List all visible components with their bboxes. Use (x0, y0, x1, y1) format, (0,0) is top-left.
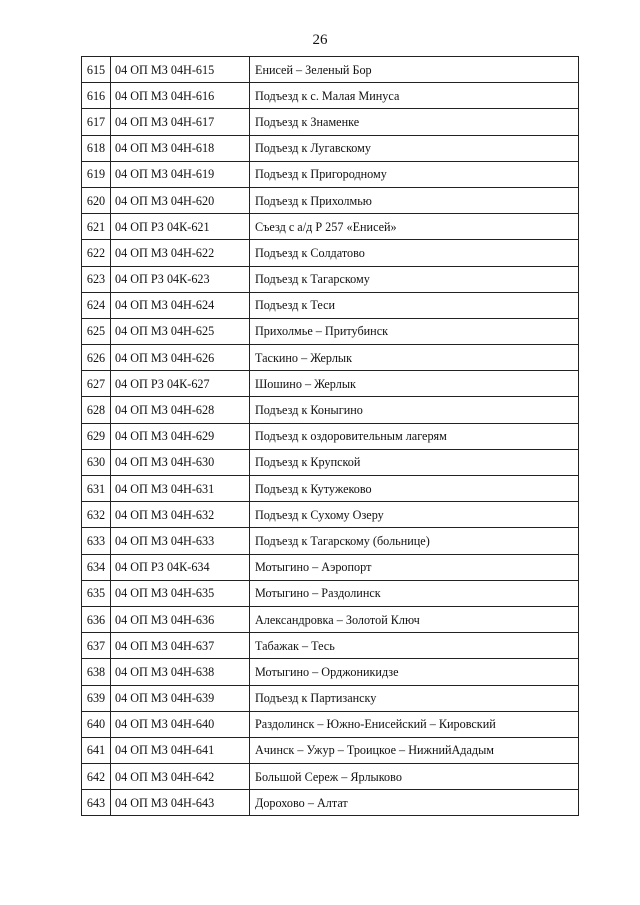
road-name-cell: Съезд с а/д Р 257 «Енисей» (250, 214, 579, 240)
row-number-cell: 630 (82, 449, 111, 475)
road-code-cell: 04 ОП МЗ 04Н-628 (111, 397, 250, 423)
table-row (82, 580, 579, 606)
table-row (82, 292, 579, 318)
road-code-cell: 04 ОП МЗ 04Н-620 (111, 187, 250, 213)
road-name-cell: Енисей – Зеленый Бор (250, 57, 579, 83)
row-number-cell: 628 (82, 397, 111, 423)
row-number-cell: 631 (82, 476, 111, 502)
road-name-cell: Мотыгино – Орджоникидзе (250, 659, 579, 685)
road-name-cell: Подъезд к с. Малая Минуса (250, 83, 579, 109)
table-row (82, 423, 579, 449)
road-code-cell: 04 ОП РЗ 04К-623 (111, 266, 250, 292)
table-row (82, 318, 579, 344)
road-name-cell: Подъезд к Партизанску (250, 685, 579, 711)
road-code-cell: 04 ОП МЗ 04Н-636 (111, 606, 250, 632)
row-number-cell: 618 (82, 135, 111, 161)
row-number-cell: 643 (82, 790, 111, 816)
row-number-cell: 638 (82, 659, 111, 685)
row-number-cell: 639 (82, 685, 111, 711)
row-number-cell: 617 (82, 109, 111, 135)
road-name-cell: Раздолинск – Южно-Енисейский – Кировский (250, 711, 579, 737)
road-name-cell: Мотыгино – Аэропорт (250, 554, 579, 580)
road-code-cell: 04 ОП РЗ 04К-627 (111, 371, 250, 397)
road-code-cell: 04 ОП МЗ 04Н-640 (111, 711, 250, 737)
road-code-cell: 04 ОП МЗ 04Н-615 (111, 57, 250, 83)
page-number: 26 (312, 32, 328, 48)
road-code-cell: 04 ОП МЗ 04Н-635 (111, 580, 250, 606)
road-name-cell: Подъезд к Знаменке (250, 109, 579, 135)
table-row (82, 109, 579, 135)
road-name-cell: Подъезд к Лугавскому (250, 135, 579, 161)
roads-table-body (82, 57, 579, 816)
road-name-cell: Подъезд к Сухому Озеру (250, 502, 579, 528)
road-name-cell: Подъезд к Коныгино (250, 397, 579, 423)
row-number-cell: 615 (82, 57, 111, 83)
row-number-cell: 621 (82, 214, 111, 240)
road-code-cell: 04 ОП МЗ 04Н-616 (111, 83, 250, 109)
table-row (82, 187, 579, 213)
row-number-cell: 616 (82, 83, 111, 109)
road-name-cell: Мотыгино – Раздолинск (250, 580, 579, 606)
road-code-cell: 04 ОП МЗ 04Н-624 (111, 292, 250, 318)
table-row (82, 240, 579, 266)
road-code-cell: 04 ОП МЗ 04Н-631 (111, 476, 250, 502)
road-name-cell: Прихолмье – Притубинск (250, 318, 579, 344)
row-number-cell: 622 (82, 240, 111, 266)
table-row (82, 502, 579, 528)
table-row (82, 476, 579, 502)
table-row (82, 214, 579, 240)
table-row (82, 633, 579, 659)
roads-table (81, 56, 579, 816)
road-name-cell: Подъезд к Кутужеково (250, 476, 579, 502)
road-code-cell: 04 ОП МЗ 04Н-638 (111, 659, 250, 685)
road-code-cell: 04 ОП РЗ 04К-621 (111, 214, 250, 240)
road-code-cell: 04 ОП МЗ 04Н-632 (111, 502, 250, 528)
road-name-cell: Табажак – Тесь (250, 633, 579, 659)
row-number-cell: 633 (82, 528, 111, 554)
table-row (82, 57, 579, 83)
road-name-cell: Таскино – Жерлык (250, 345, 579, 371)
row-number-cell: 624 (82, 292, 111, 318)
table-row (82, 83, 579, 109)
road-code-cell: 04 ОП МЗ 04Н-643 (111, 790, 250, 816)
row-number-cell: 641 (82, 737, 111, 763)
row-number-cell: 625 (82, 318, 111, 344)
row-number-cell: 640 (82, 711, 111, 737)
road-code-cell: 04 ОП МЗ 04Н-617 (111, 109, 250, 135)
row-number-cell: 642 (82, 764, 111, 790)
table-row (82, 764, 579, 790)
road-code-cell: 04 ОП МЗ 04Н-642 (111, 764, 250, 790)
table-row (82, 659, 579, 685)
road-code-cell: 04 ОП МЗ 04Н-641 (111, 737, 250, 763)
road-name-cell: Подъезд к Прихолмью (250, 187, 579, 213)
table-row (82, 528, 579, 554)
table-row (82, 606, 579, 632)
table-row (82, 371, 579, 397)
table-row (82, 554, 579, 580)
road-name-cell: Подъезд к Тагарскому (больнице) (250, 528, 579, 554)
table-row (82, 737, 579, 763)
table-row (82, 345, 579, 371)
row-number-cell: 623 (82, 266, 111, 292)
road-name-cell: Подъезд к оздоровительным лагерям (250, 423, 579, 449)
road-code-cell: 04 ОП МЗ 04Н-633 (111, 528, 250, 554)
road-code-cell: 04 ОП МЗ 04Н-625 (111, 318, 250, 344)
table-row (82, 449, 579, 475)
road-name-cell: Подъезд к Теси (250, 292, 579, 318)
row-number-cell: 619 (82, 161, 111, 187)
row-number-cell: 637 (82, 633, 111, 659)
table-row (82, 161, 579, 187)
table-row (82, 397, 579, 423)
road-code-cell: 04 ОП РЗ 04К-634 (111, 554, 250, 580)
row-number-cell: 634 (82, 554, 111, 580)
row-number-cell: 629 (82, 423, 111, 449)
road-code-cell: 04 ОП МЗ 04Н-622 (111, 240, 250, 266)
table-row (82, 685, 579, 711)
road-name-cell: Шошино – Жерлык (250, 371, 579, 397)
row-number-cell: 627 (82, 371, 111, 397)
road-code-cell: 04 ОП МЗ 04Н-629 (111, 423, 250, 449)
road-code-cell: 04 ОП МЗ 04Н-626 (111, 345, 250, 371)
road-code-cell: 04 ОП МЗ 04Н-639 (111, 685, 250, 711)
road-name-cell: Ачинск – Ужур – Троицкое – НижнийАдадым (250, 737, 579, 763)
row-number-cell: 636 (82, 606, 111, 632)
table-row (82, 266, 579, 292)
road-code-cell: 04 ОП МЗ 04Н-619 (111, 161, 250, 187)
row-number-cell: 632 (82, 502, 111, 528)
road-name-cell: Большой Сереж – Ярлыково (250, 764, 579, 790)
road-name-cell: Подъезд к Пригородному (250, 161, 579, 187)
table-row (82, 135, 579, 161)
road-code-cell: 04 ОП МЗ 04Н-618 (111, 135, 250, 161)
row-number-cell: 626 (82, 345, 111, 371)
table-row (82, 790, 579, 816)
road-name-cell: Дорохово – Алтат (250, 790, 579, 816)
row-number-cell: 635 (82, 580, 111, 606)
road-code-cell: 04 ОП МЗ 04Н-637 (111, 633, 250, 659)
road-name-cell: Подъезд к Солдатово (250, 240, 579, 266)
road-name-cell: Подъезд к Тагарскому (250, 266, 579, 292)
road-code-cell: 04 ОП МЗ 04Н-630 (111, 449, 250, 475)
road-name-cell: Подъезд к Крупской (250, 449, 579, 475)
row-number-cell: 620 (82, 187, 111, 213)
road-name-cell: Александровка – Золотой Ключ (250, 606, 579, 632)
table-row (82, 711, 579, 737)
